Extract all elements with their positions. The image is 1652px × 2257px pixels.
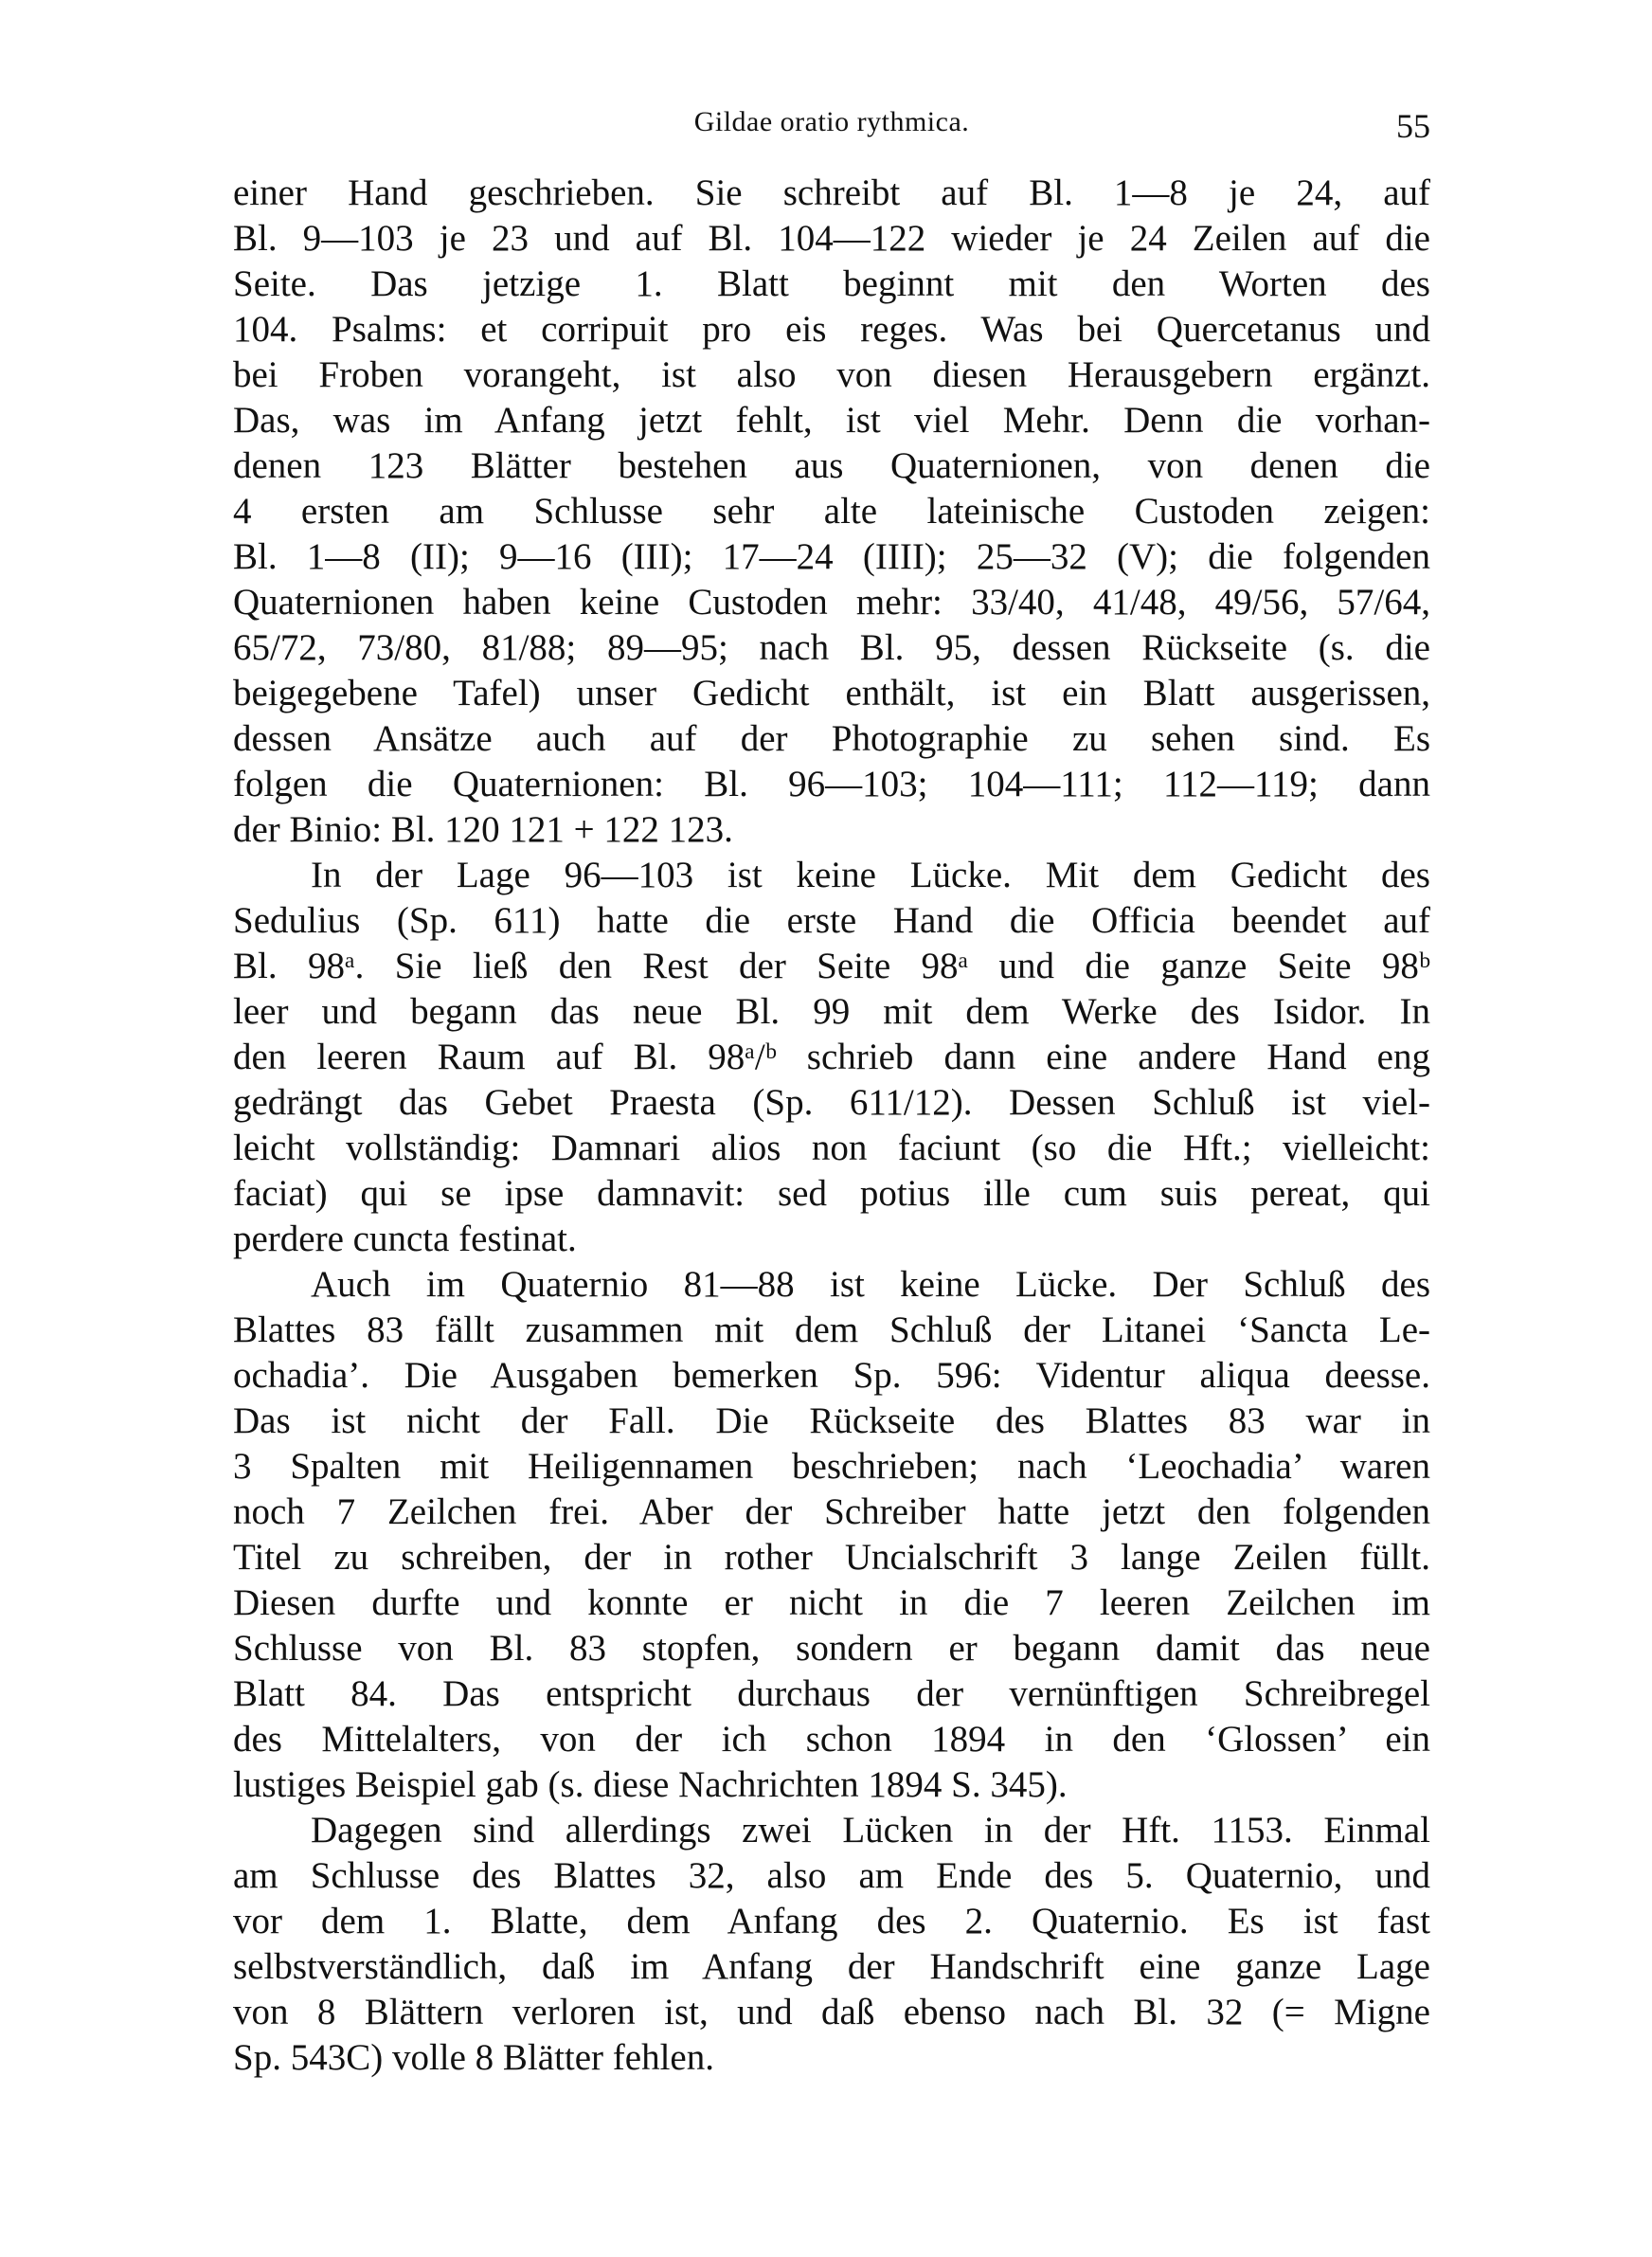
text-line: perdere cuncta festinat. (233, 1219, 577, 1259)
text-line: Das, was im Anfang jetzt fehlt, ist viel Mehr. Denn die vorhan- (233, 400, 1430, 441)
paragraph (233, 853, 1430, 1262)
text-line: der Binio: Bl. 120 121 + 122 123. (233, 809, 733, 850)
running-head (233, 106, 1430, 153)
text-line: leicht vollständig: Damnari alios non faciunt (so die Hft.; vielleicht: (233, 1128, 1430, 1168)
text-line: Sp. 543C) volle 8 Blätter fehlen. (233, 2037, 714, 2078)
body-text (233, 171, 1430, 2081)
text-line: noch 7 Zeilchen frei. Aber der Schreiber hatte jetzt den folgenden (233, 1491, 1430, 1532)
text-line: Sedulius (Sp. 611) hatte die erste Hand die Officia beendet auf (233, 900, 1430, 941)
text-line: Auch im Quaternio 81—88 ist keine Lücke. Der Schluß des (311, 1264, 1430, 1305)
text-line: des Mittelalters, von der ich schon 1894 in den ‘Glossen’ ein (233, 1719, 1430, 1760)
text-line: bei Froben vorangeht, ist also von diesen Herausgebern ergänzt. (233, 354, 1430, 395)
text-line: ochadia’. Die Ausgaben bemerken Sp. 596: Videntur aliqua deesse. (233, 1355, 1430, 1396)
text-line: denen 123 Blätter bestehen aus Quaternionen, von denen die (233, 445, 1430, 486)
running-title: Gildae oratio rythmica. (693, 106, 970, 137)
text-line: Dagegen sind allerdings zwei Lücken in der Hft. 1153. Einmal (311, 1810, 1430, 1851)
text-line: vor dem 1. Blatte, dem Anfang des 2. Quaternio. Es ist fast (233, 1901, 1430, 1941)
text-line: Bl. 1—8 (II); 9—16 (III); 17—24 (IIII); 25—32 (V); die folgenden (233, 536, 1430, 577)
text-line: Diesen durfte und konnte er nicht in die 7 leeren Zeilchen im (233, 1582, 1430, 1623)
paragraph (233, 171, 1430, 853)
paragraph (233, 1262, 1430, 1808)
text-line: einer Hand geschrieben. Sie schreibt auf Bl. 1—8 je 24, auf (233, 172, 1430, 213)
text-line: selbstverständlich, daß im Anfang der Handschrift eine ganze Lage (233, 1946, 1430, 1987)
text-line: dessen Ansätze auch auf der Photographie zu sehen sind. Es (233, 718, 1430, 759)
text-line: In der Lage 96—103 ist keine Lücke. Mit dem Gedicht des (311, 855, 1430, 895)
page-number: 55 (1396, 107, 1430, 145)
text-line: 3 Spalten mit Heiligennamen beschrieben; nach ‘Leochadia’ waren (233, 1446, 1430, 1487)
text-line: Schlusse von Bl. 83 stopfen, sondern er begann damit das neue (233, 1628, 1430, 1669)
text-line: faciat) qui se ipse damnavit: sed potius ille cum suis pereat, qui (233, 1173, 1430, 1214)
text-line: folgen die Quaternionen: Bl. 96—103; 104—111; 112—119; dann (233, 764, 1430, 804)
text-line: leer und begann das neue Bl. 99 mit dem Werke des Isidor. In (233, 991, 1430, 1032)
text-line: den leeren Raum auf Bl. 98ᵃ/ᵇ schrieb dann eine andere Hand eng (233, 1037, 1430, 1077)
text-line: Das ist nicht der Fall. Die Rückseite des Blattes 83 war in (233, 1400, 1430, 1441)
text-line: von 8 Blättern verloren ist, und daß ebenso nach Bl. 32 (= Migne (233, 1992, 1430, 2032)
text-line: gedrängt das Gebet Praesta (Sp. 611/12). Dessen Schluß ist viel- (233, 1082, 1430, 1123)
text-line: Seite. Das jetzige 1. Blatt beginnt mit den Worten des (233, 263, 1430, 304)
text-line: 65/72, 73/80, 81/88; 89—95; nach Bl. 95, dessen Rückseite (s. die (233, 627, 1430, 668)
text-line: Blatt 84. Das entspricht durchaus der vernünftigen Schreibregel (233, 1673, 1430, 1714)
text-line: beigegebene Tafel) unser Gedicht enthält, ist ein Blatt ausgerissen, (233, 673, 1430, 713)
text-line: lustiges Beispiel gab (s. diese Nachrichten 1894 S. 345). (233, 1764, 1068, 1805)
text-line: Blattes 83 fällt zusammen mit dem Schluß der Litanei ‘Sancta Le- (233, 1309, 1430, 1350)
text-line: 104. Psalms: et corripuit pro eis reges. Was bei Quercetanus und (233, 309, 1430, 350)
text-line: 4 ersten am Schlusse sehr alte lateinische Custoden zeigen: (233, 491, 1430, 532)
text-line: Titel zu schreiben, der in rother Uncialschrift 3 lange Zeilen füllt. (233, 1537, 1430, 1578)
text-line: Bl. 98ᵃ. Sie ließ den Rest der Seite 98ᵃ und die ganze Seite 98ᵇ (233, 946, 1430, 986)
paragraph (233, 1808, 1430, 2081)
text-line: Bl. 9—103 je 23 und auf Bl. 104—122 wieder je 24 Zeilen auf die (233, 218, 1430, 259)
text-line: Quaternionen haben keine Custoden mehr: 33/40, 41/48, 49/56, 57/64, (233, 582, 1430, 623)
text-line: am Schlusse des Blattes 32, also am Ende des 5. Quaternio, und (233, 1855, 1430, 1896)
